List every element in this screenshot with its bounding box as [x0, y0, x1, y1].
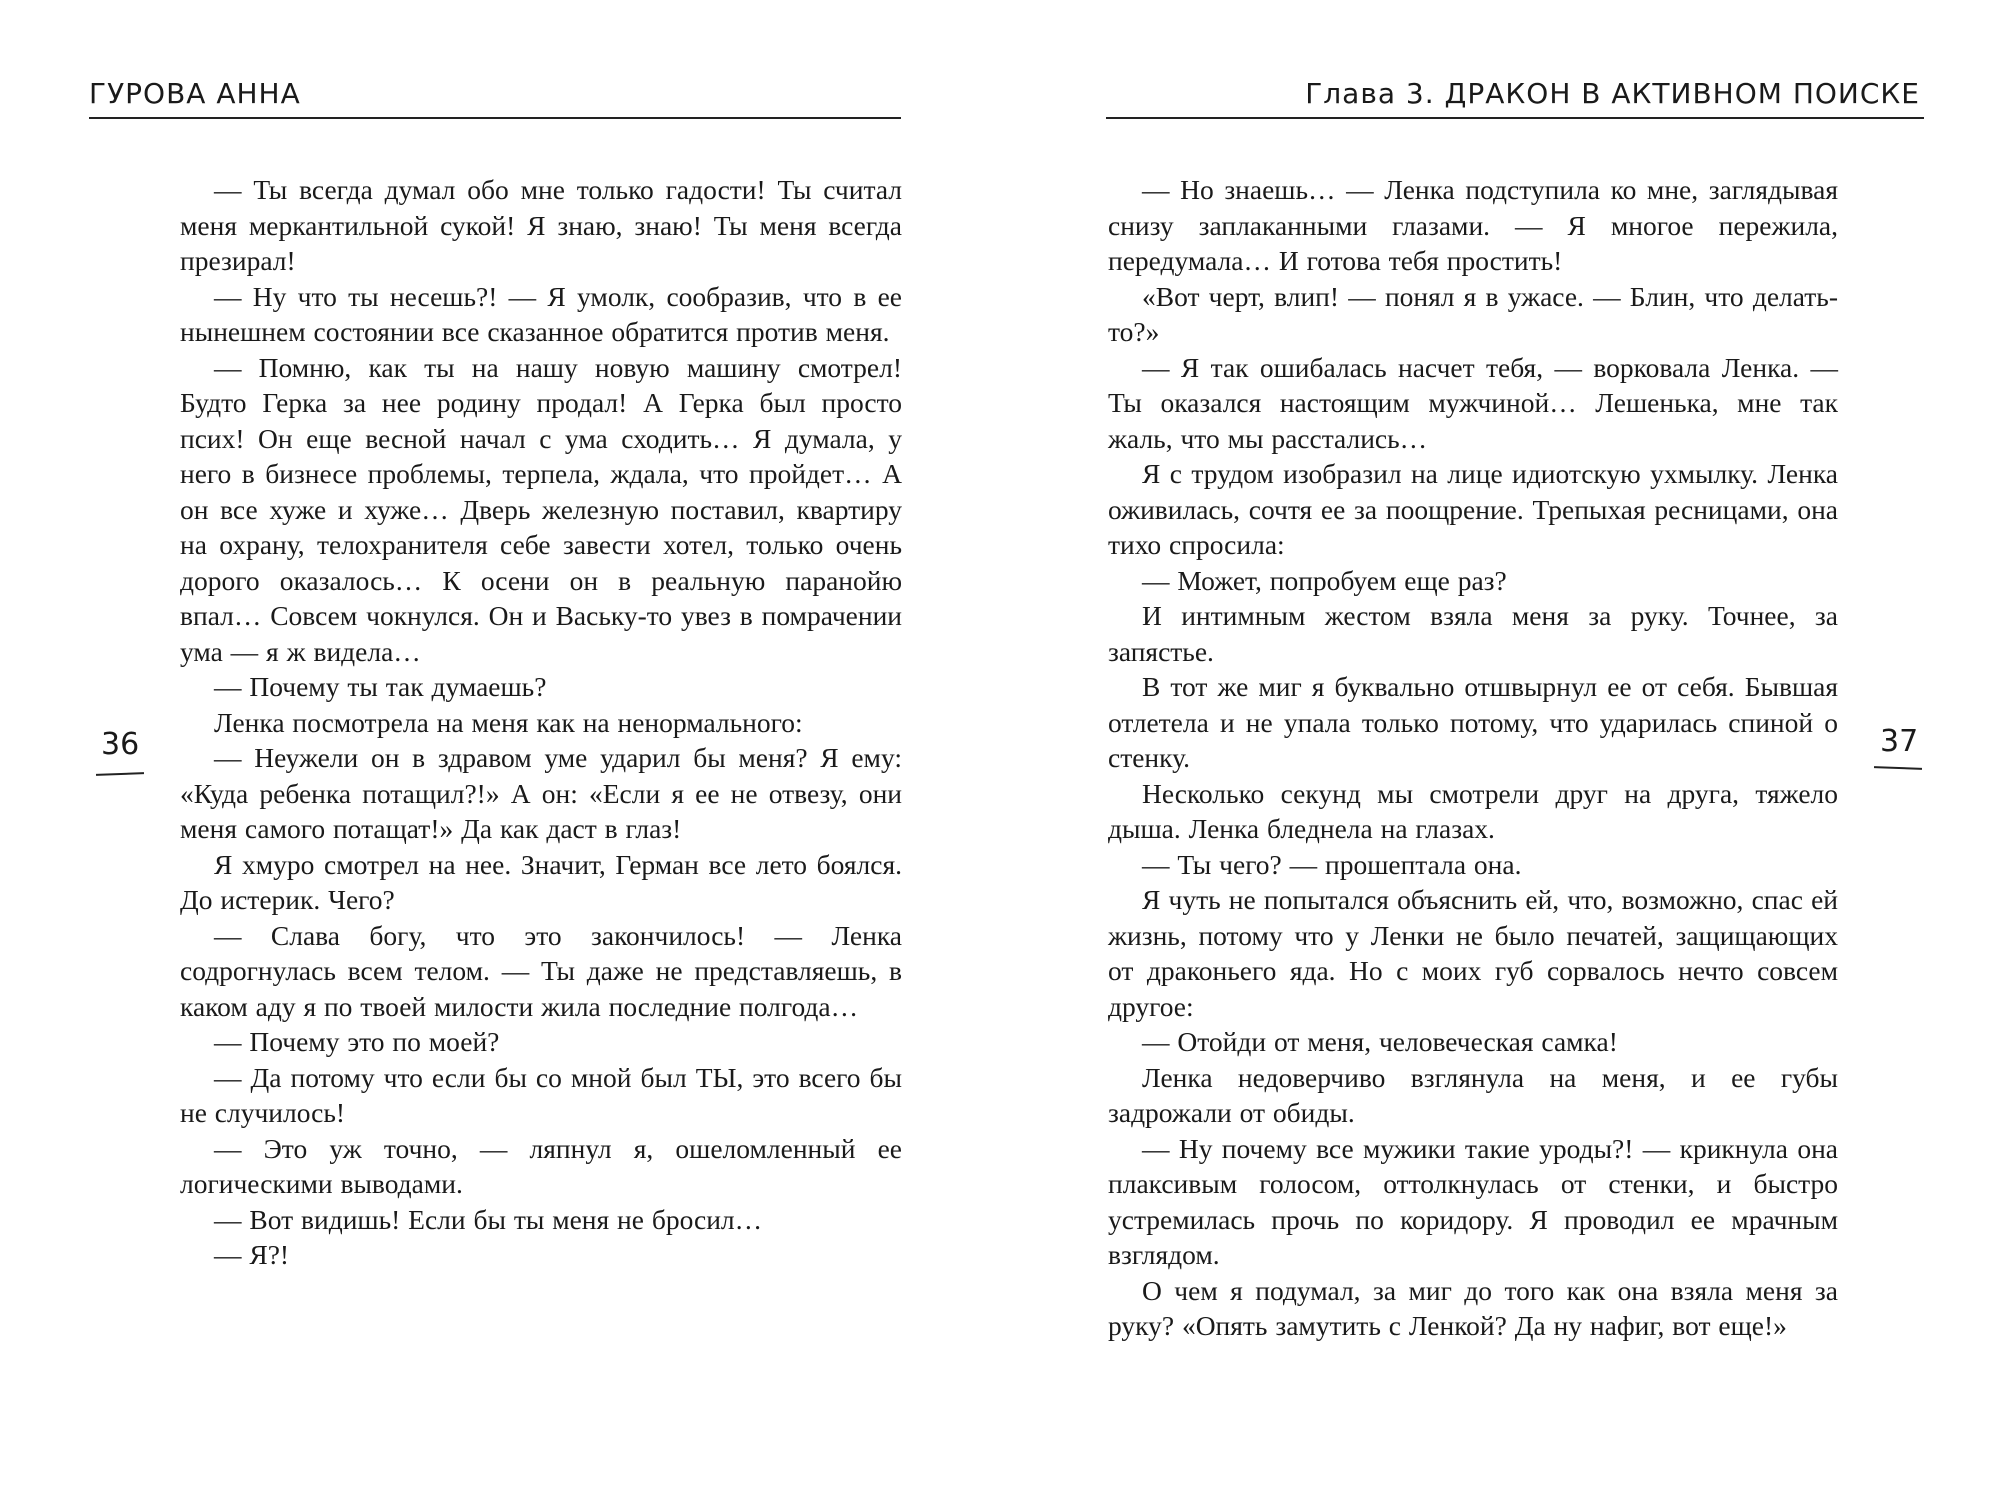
paragraph: Я чуть не попытался объяснить ей, что, возможно, спас ей жизнь, потому что у Ленки не было печатей, защищающих от драконьего яда. Но с моих губ сорвалось нечто совсем другое: — [1108, 884, 1838, 1022]
paragraph: Я хмуро смотрел на нее. Значит, Герман все лето боялся. До истерик. Чего? — [180, 848, 902, 915]
paragraph: «Вот черт, влип! — понял я в ужасе. — Блин, что делать-то?» — [1108, 280, 1838, 347]
header-rule-right — [1106, 117, 1924, 119]
paragraph: Ленка недоверчиво взглянула на меня, и ее губы задрожали от обиды. — [1108, 1061, 1838, 1128]
paragraph: — Отойди от меня, человеческая самка! — [1142, 1026, 1618, 1057]
page-number-left-underline — [96, 772, 144, 776]
paragraph: — Ну почему все мужики такие уроды?! — крикнула она плаксивым голосом, оттолкнулась от стенки, и быстро устремилась прочь по коридору. Я проводил ее мрачным взглядом. — [1108, 1132, 1838, 1270]
paragraph: — Почему ты так думаешь? — [214, 671, 547, 702]
paragraph: — Почему это по моей? — [214, 1026, 500, 1057]
paragraph: — Ну что ты несешь?! — Я умолк, сообразив, что в ее нынешнем состоянии все сказанное обратится против меня. — [180, 280, 902, 347]
left-page-text — [180, 172, 902, 1273]
running-header-left: ГУРОВА АННА — [89, 77, 301, 110]
paragraph: — Ты чего? — прошептала она. — [1142, 848, 1522, 880]
paragraph: — Вот видишь! Если бы ты меня не бросил… — [214, 1203, 763, 1235]
paragraph: Несколько секунд мы смотрели друг на друга, тяжело дыша. Ленка бледнела на глазах. — [1108, 777, 1838, 844]
paragraph: — Я так ошибалась насчет тебя, — ворковала Ленка. — Ты оказался настоящим мужчиной… Лешенька, мне так жаль, что мы расстались… — [1108, 351, 1838, 454]
paragraph: В тот же миг я буквально отшвырнул ее от себя. Бывшая отлетела и не упала только потому, что ударилась спиной о стенку. — [1108, 671, 1838, 773]
paragraph: — Но знаешь… — Ленка подступила ко мне, заглядывая снизу заплаканными глазами. — Я многое пережила, передумала… И готова тебя простить! — [1108, 174, 1838, 276]
paragraph: — Неужели он в здравом уме ударил бы меня? Я ему: «Куда ребенка потащил?!» А он: «Если я ее не отвезу, они меня самого потащат!» Да как даст в глаз! — [180, 742, 902, 844]
paragraph: — Слава богу, что это закончилось! — Ленка содрогнулась всем телом. — Ты даже не представляешь, в каком аду я по твоей милости жила последние полгода… — [180, 919, 902, 1022]
page-number-right: 37 — [1880, 724, 1919, 759]
paragraph: — Я?! — [214, 1239, 290, 1270]
page-number-left: 36 — [101, 727, 140, 762]
paragraph: Ленка посмотрела на меня как на ненормального: — [214, 706, 803, 738]
paragraph: — Да потому что если бы со мной был ТЫ, это всего бы не случилось! — [180, 1061, 902, 1128]
paragraph: — Может, попробуем еще раз? — [1142, 564, 1507, 596]
paragraph: — Помню, как ты на нашу новую машину смотрел! Будто Герка за нее родину продал! А Герка был просто псих! Он еще весной начал с ума сходить… Я думала, у него в бизнесе проблемы, терпела, ждала, что пройдет… А он все хуже и хуже… Дверь железную поставил, квартиру на охрану, телохранителя себе завести хотел, только очень дорого оказалось… К осени он в реальную паранойю впал… Совсем чокнулся. Он и Ваську-то увез в помрачении ума — я ж видела… — [180, 351, 902, 667]
right-page-text — [1108, 172, 1838, 1344]
paragraph: И интимным жестом взяла меня за руку. Точнее, за запястье. — [1108, 600, 1838, 667]
page-number-right-underline — [1874, 766, 1922, 770]
running-header-right: Глава 3. ДРАКОН В АКТИВНОМ ПОИСКЕ — [1305, 77, 1920, 110]
paragraph: — Ты всегда думал обо мне только гадости! Ты считал меня меркантильной сукой! Я знаю, знаю! Ты меня всегда презирал! — [180, 174, 902, 276]
paragraph: — Это уж точно, — ляпнул я, ошеломленный ее логическими выводами. — [180, 1132, 902, 1199]
header-rule-left — [89, 117, 901, 119]
paragraph: О чем я подумал, за миг до того как она взяла меня за руку? «Опять замутить с Ленкой? Да ну нафиг, вот еще!» — [1108, 1274, 1838, 1341]
paragraph: Я с трудом изобразил на лице идиотскую ухмылку. Ленка оживилась, сочтя ее за поощрение. Трепыхая ресницами, она тихо спросила: — [1108, 458, 1838, 560]
